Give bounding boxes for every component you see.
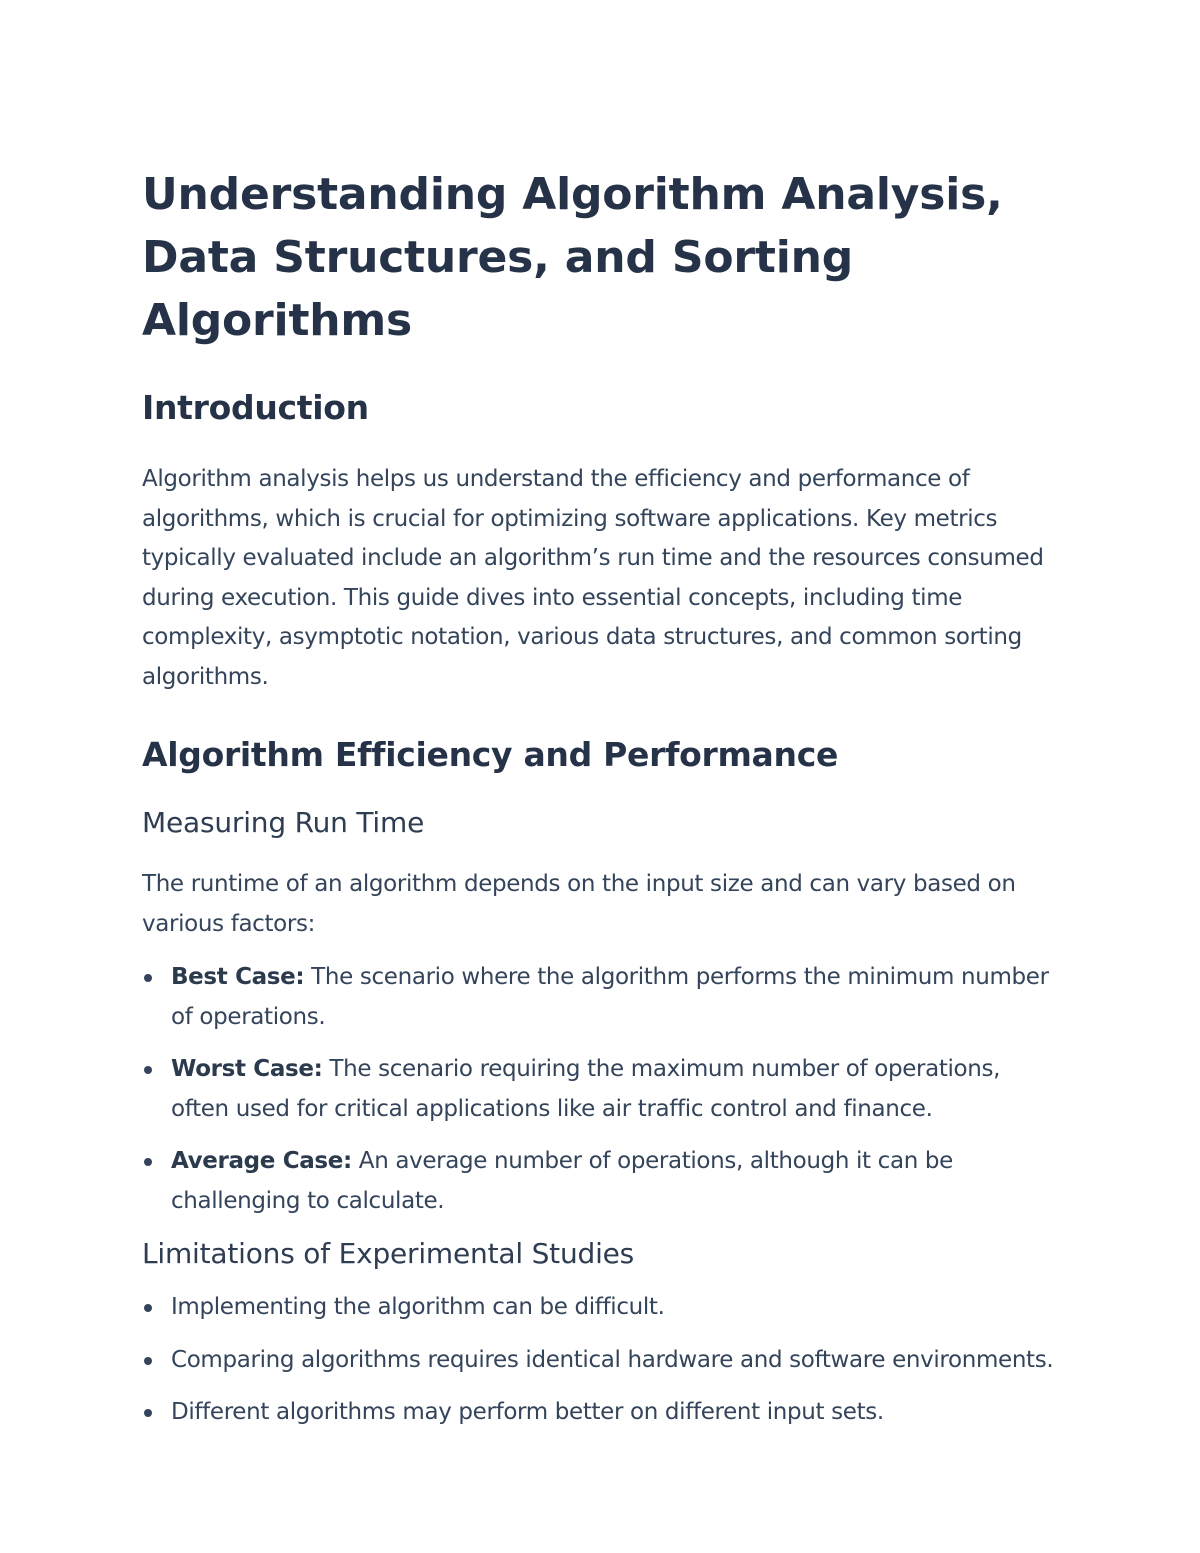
case-text: The scenario where the algorithm performs the minimum number of operations. [171,964,1049,1030]
introduction-heading: Introduction [142,388,369,427]
limitation-text: Different algorithms may perform better on different input sets. [171,1399,884,1425]
list-item [142,958,1058,1037]
bullet-icon [144,1304,152,1312]
run-time-paragraph: The runtime of an algorithm depends on the input size and can vary based on various factors: [142,871,1016,937]
bullet-icon [144,1409,152,1417]
limitations-list [142,1288,1058,1433]
case-text: The scenario requiring the maximum number of operations, often used for critical applications like air traffic control and finance. [171,1056,1001,1122]
bullet-icon [144,974,152,982]
list-item [142,1050,1058,1129]
document-title: Understanding Algorithm Analysis, Data Structures, and Sorting Algorithms [142,169,1003,346]
case-term: Best Case: [171,964,305,990]
bullet-icon [144,1158,152,1166]
list-item [142,1341,1058,1381]
case-term: Worst Case: [171,1056,323,1082]
case-text: An average number of operations, although it can be challenging to calculate. [171,1148,953,1214]
list-item [142,1142,1058,1221]
introduction-paragraph: Algorithm analysis helps us understand the efficiency and performance of algorithms, which is crucial for optimizing software applications. Key metrics typically evaluated include an algorithm’s run time and the resources consumed during execution. This guide dives into essential concepts, including time complexity, asymptotic notation, various data structures, and common sorting algorithms. [142,466,1044,690]
limitation-text: Comparing algorithms requires identical hardware and software environments. [171,1346,1054,1373]
case-term: Average Case: [171,1148,352,1174]
limitation-text: Implementing the algorithm can be difficult. [171,1294,665,1320]
bullet-icon [144,1066,152,1074]
list-item [142,1288,1058,1328]
list-item [142,1393,1058,1433]
case-list [142,958,1058,1221]
bullet-icon [144,1357,152,1365]
run-time-heading: Measuring Run Time [142,806,425,839]
efficiency-heading: Algorithm Efficiency and Performance [142,735,839,774]
limitations-heading: Limitations of Experimental Studies [142,1237,635,1270]
